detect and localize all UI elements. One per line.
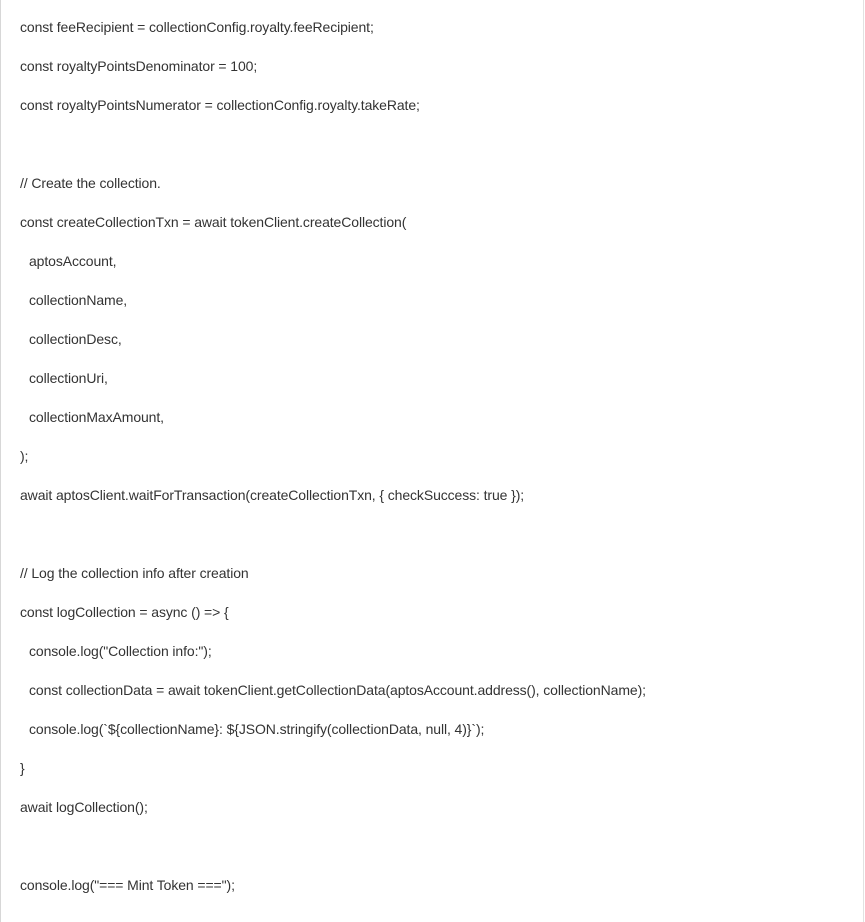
code-line: } [20, 760, 25, 776]
code-line: await logCollection(); [20, 799, 148, 815]
blank-line [20, 827, 853, 866]
code-line: aptosAccount, [29, 253, 117, 269]
code-line: collectionUri, [29, 370, 108, 386]
code-comment: // Log the collection info after creation [20, 565, 249, 581]
blank-line [20, 515, 853, 554]
code-block [20, 8, 853, 905]
code-line: console.log("=== Mint Token ==="); [20, 877, 235, 893]
code-line: const logCollection = async () => { [20, 604, 229, 620]
code-line: console.log("Collection info:"); [29, 643, 212, 659]
code-line: const royaltyPointsNumerator = collectionConfig.royalty.takeRate; [20, 97, 420, 113]
code-comment: // Create the collection. [20, 175, 161, 191]
code-line: const createCollectionTxn = await tokenClient.createCollection( [20, 214, 407, 230]
blank-line [20, 125, 853, 164]
code-line: console.log(`${collectionName}: ${JSON.stringify(collectionData, null, 4)}`); [29, 721, 485, 737]
code-line: collectionName, [29, 292, 128, 308]
code-line: collectionDesc, [29, 331, 122, 347]
code-line: const royaltyPointsDenominator = 100; [20, 58, 258, 74]
code-line: const feeRecipient = collectionConfig.royalty.feeRecipient; [20, 19, 374, 35]
code-line: await aptosClient.waitForTransaction(createCollectionTxn, { checkSuccess: true }); [20, 487, 525, 503]
code-line: ); [20, 448, 29, 464]
code-line: const collectionData = await tokenClient.getCollectionData(aptosAccount.address(), collectionName); [29, 682, 646, 698]
code-line: collectionMaxAmount, [29, 409, 164, 425]
